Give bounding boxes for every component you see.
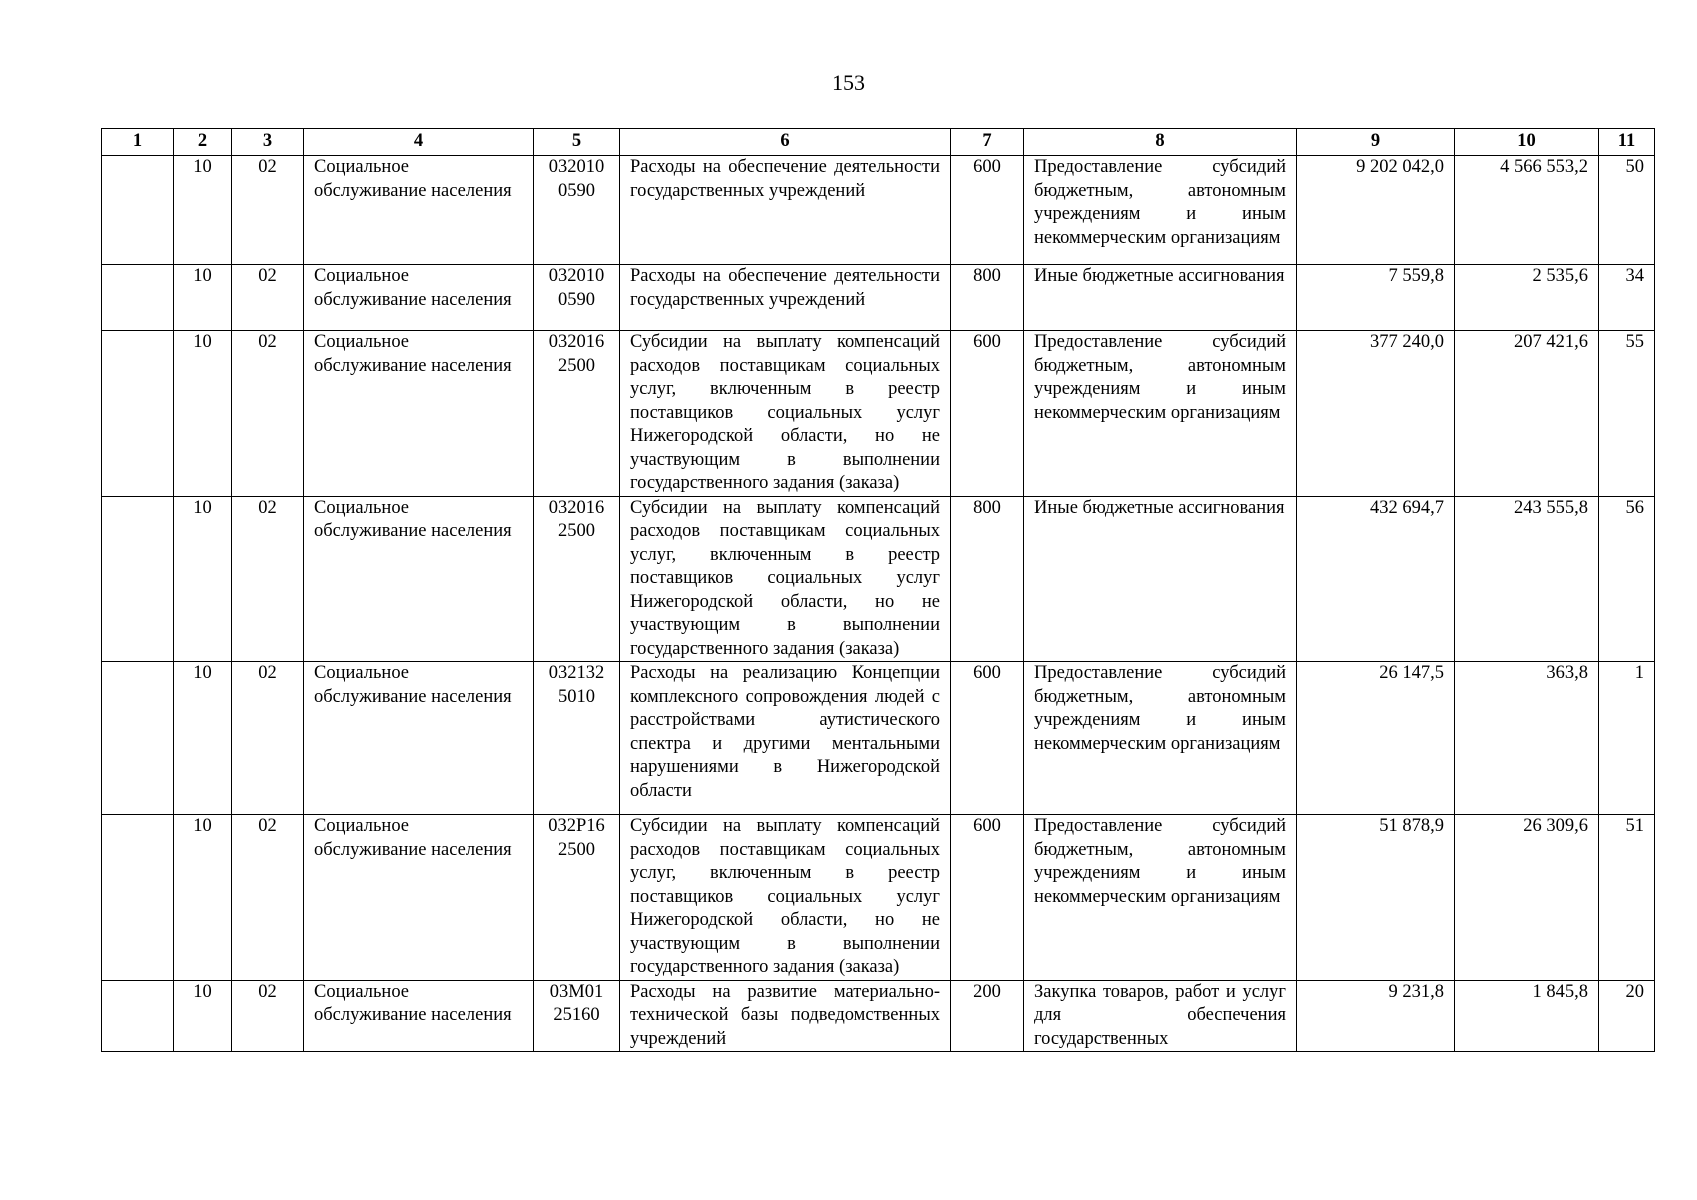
cell-subsection-name: Социальное обслуживание населения: [304, 980, 534, 1052]
table-row: [102, 496, 1655, 662]
cell-subsection-name: Социальное обслуживание населения: [304, 815, 534, 981]
cell-article-name: Расходы на развитие материально-технической базы подведомственных учреждений: [620, 980, 951, 1052]
cell-article-name: Расходы на реализацию Концепции комплексного сопровождения людей с расстройствами аутистического спектра и другими ментальными нарушениями в Нижегородской области: [620, 662, 951, 815]
cell-subsection: 02: [232, 331, 304, 497]
cell-section: 10: [174, 331, 232, 497]
cell-row-number: [102, 265, 174, 331]
cell-subsection: 02: [232, 496, 304, 662]
cell-row-number: [102, 815, 174, 981]
cell-target-article: 032132 5010: [534, 662, 620, 815]
cell-article-name: Субсидии на выплату компенсаций расходов поставщикам социальных услуг, включенным в реестр поставщиков социальных услуг Нижегородской области, но не участвующим в выполнении государственного задания (заказа): [620, 331, 951, 497]
cell-article-name: Расходы на обеспечение деятельности государственных учреждений: [620, 156, 951, 265]
cell-row-number: [102, 496, 174, 662]
cell-expense-type: 600: [951, 156, 1024, 265]
column-header: 6: [620, 129, 951, 156]
column-header: 2: [174, 129, 232, 156]
cell-expense-type-name: Иные бюджетные ассигнования: [1024, 496, 1297, 662]
column-header: 10: [1455, 129, 1599, 156]
column-header: 8: [1024, 129, 1297, 156]
cell-target-article: 03М01 25160: [534, 980, 620, 1052]
column-header: 4: [304, 129, 534, 156]
cell-subsection-name: Социальное обслуживание населения: [304, 662, 534, 815]
table-body: [102, 156, 1655, 1052]
cell-expense-type: 600: [951, 815, 1024, 981]
cell-amount-plan: 432 694,7: [1297, 496, 1455, 662]
cell-amount-executed: 363,8: [1455, 662, 1599, 815]
cell-article-name: Расходы на обеспечение деятельности государственных учреждений: [620, 265, 951, 331]
cell-target-article: 032010 0590: [534, 156, 620, 265]
cell-target-article: 032010 0590: [534, 265, 620, 331]
column-header: 1: [102, 129, 174, 156]
cell-amount-executed: 243 555,8: [1455, 496, 1599, 662]
column-header: 9: [1297, 129, 1455, 156]
cell-expense-type: 200: [951, 980, 1024, 1052]
cell-article-name: Субсидии на выплату компенсаций расходов поставщикам социальных услуг, включенным в реестр поставщиков социальных услуг Нижегородской области, но не участвующим в выполнении государственного задания (заказа): [620, 815, 951, 981]
cell-target-article: 032016 2500: [534, 496, 620, 662]
cell-expense-type-name: Закупка товаров, работ и услуг для обеспечения государственных: [1024, 980, 1297, 1052]
cell-expense-type: 600: [951, 662, 1024, 815]
page-number: 153: [832, 70, 865, 95]
table-row: [102, 156, 1655, 265]
cell-target-article: 032016 2500: [534, 331, 620, 497]
cell-percent: 1: [1599, 662, 1655, 815]
cell-section: 10: [174, 662, 232, 815]
cell-row-number: [102, 331, 174, 497]
table-row: [102, 980, 1655, 1052]
cell-amount-plan: 26 147,5: [1297, 662, 1455, 815]
column-header: 3: [232, 129, 304, 156]
cell-expense-type-name: Предоставление субсидий бюджетным, автономным учреждениям и иным некоммерческим организациям: [1024, 662, 1297, 815]
table-row: [102, 815, 1655, 981]
cell-expense-type-name: Предоставление субсидий бюджетным, автономным учреждениям и иным некоммерческим организациям: [1024, 331, 1297, 497]
cell-section: 10: [174, 815, 232, 981]
cell-target-article: 032P16 2500: [534, 815, 620, 981]
header-row: [102, 129, 1655, 156]
cell-subsection-name: Социальное обслуживание населения: [304, 496, 534, 662]
cell-percent: 20: [1599, 980, 1655, 1052]
cell-row-number: [102, 980, 174, 1052]
cell-subsection: 02: [232, 265, 304, 331]
cell-subsection: 02: [232, 980, 304, 1052]
table-row: [102, 265, 1655, 331]
cell-section: 10: [174, 980, 232, 1052]
budget-table: [101, 128, 1655, 1052]
cell-amount-plan: 377 240,0: [1297, 331, 1455, 497]
cell-subsection-name: Социальное обслуживание населения: [304, 331, 534, 497]
cell-row-number: [102, 156, 174, 265]
cell-subsection-name: Социальное обслуживание населения: [304, 265, 534, 331]
cell-subsection: 02: [232, 815, 304, 981]
cell-amount-plan: 51 878,9: [1297, 815, 1455, 981]
cell-expense-type-name: Иные бюджетные ассигнования: [1024, 265, 1297, 331]
column-header: 11: [1599, 129, 1655, 156]
cell-expense-type-name: Предоставление субсидий бюджетным, автономным учреждениям и иным некоммерческим организациям: [1024, 156, 1297, 265]
cell-amount-executed: 4 566 553,2: [1455, 156, 1599, 265]
cell-amount-executed: 26 309,6: [1455, 815, 1599, 981]
table-row: [102, 331, 1655, 497]
cell-expense-type-name: Предоставление субсидий бюджетным, автономным учреждениям и иным некоммерческим организациям: [1024, 815, 1297, 981]
cell-amount-executed: 207 421,6: [1455, 331, 1599, 497]
cell-subsection: 02: [232, 662, 304, 815]
table-row: [102, 662, 1655, 815]
cell-percent: 55: [1599, 331, 1655, 497]
cell-amount-executed: 2 535,6: [1455, 265, 1599, 331]
cell-percent: 34: [1599, 265, 1655, 331]
cell-amount-plan: 9 202 042,0: [1297, 156, 1455, 265]
cell-expense-type: 800: [951, 496, 1024, 662]
cell-amount-plan: 7 559,8: [1297, 265, 1455, 331]
column-header: 5: [534, 129, 620, 156]
cell-article-name: Субсидии на выплату компенсаций расходов поставщикам социальных услуг, включенным в реестр поставщиков социальных услуг Нижегородской области, но не участвующим в выполнении государственного задания (заказа): [620, 496, 951, 662]
cell-percent: 51: [1599, 815, 1655, 981]
cell-subsection-name: Социальное обслуживание населения: [304, 156, 534, 265]
cell-section: 10: [174, 156, 232, 265]
table-header: [102, 129, 1655, 156]
cell-subsection: 02: [232, 156, 304, 265]
cell-row-number: [102, 662, 174, 815]
cell-percent: 50: [1599, 156, 1655, 265]
cell-section: 10: [174, 265, 232, 331]
cell-amount-plan: 9 231,8: [1297, 980, 1455, 1052]
cell-expense-type: 600: [951, 331, 1024, 497]
cell-section: 10: [174, 496, 232, 662]
cell-amount-executed: 1 845,8: [1455, 980, 1599, 1052]
cell-percent: 56: [1599, 496, 1655, 662]
cell-expense-type: 800: [951, 265, 1024, 331]
column-header: 7: [951, 129, 1024, 156]
